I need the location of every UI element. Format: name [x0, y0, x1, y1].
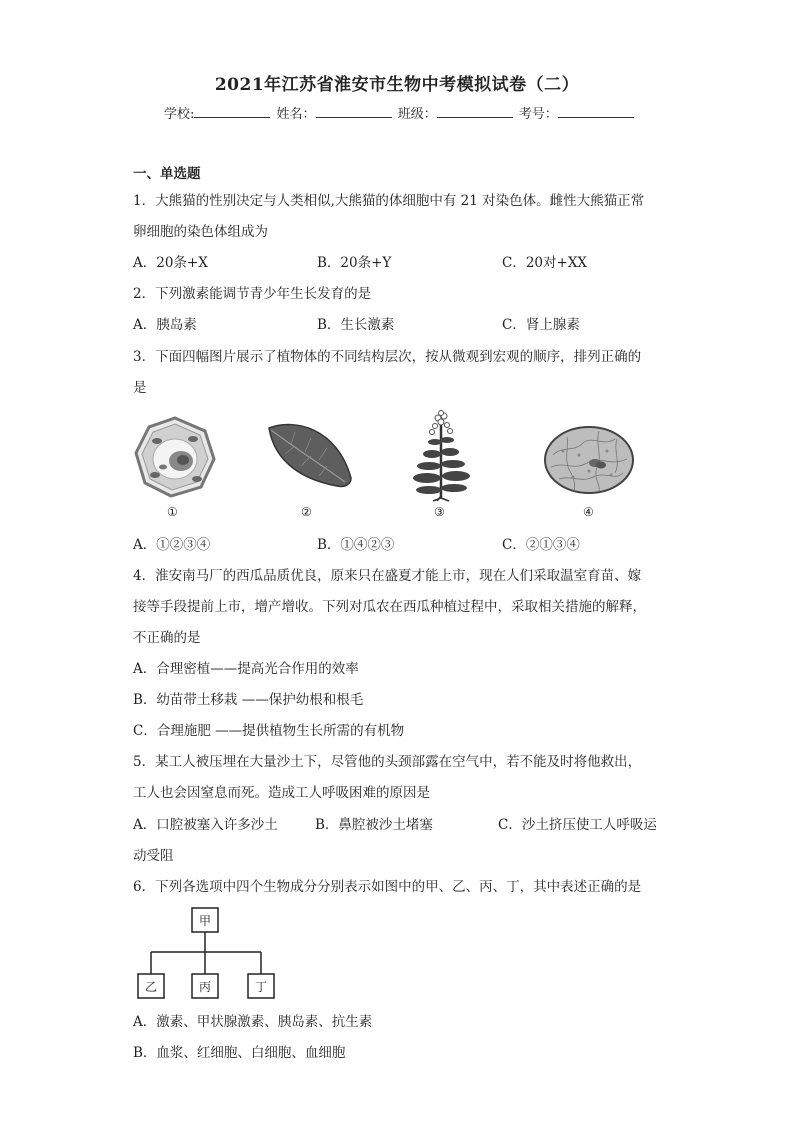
q4-stem-line2: 接等手段提前上市，增产增收。下列对瓜农在西瓜种植过程中，采取相关措施的解释， [133, 599, 646, 615]
leaf-image [265, 420, 355, 495]
box-bing: 丙 [198, 980, 212, 994]
section-heading: 一、单选题 [133, 166, 201, 182]
q3-option-a: A．①②③④ [133, 537, 211, 553]
q6-option-a: A．激素、甲状腺激素、胰岛素、抗生素 [133, 1014, 373, 1030]
q4-option-a: A．合理密植——提高光合作用的效率 [133, 661, 359, 677]
q6-option-b: B．血浆、红细胞、白细胞、血细胞 [133, 1045, 346, 1061]
class-blank[interactable] [437, 105, 513, 118]
q2-stem: 2．下列激素能调节青少年生长发育的是 [133, 286, 372, 302]
figure-label-1: ① [167, 505, 178, 519]
q6-stem: 6．下列各选项中四个生物成分分别表示如图中的甲、乙、丙、丁，其中表述正确的是 [133, 879, 642, 895]
number-label: 考号： [518, 107, 558, 122]
q5-option-c-continued: 动受阻 [133, 848, 174, 864]
q5-option-b: B．鼻腔被沙土堵塞 [315, 817, 433, 833]
box-jia: 甲 [198, 914, 212, 928]
info-fields [164, 103, 636, 122]
school-label: 学校: [164, 107, 195, 122]
q5-option-a: A．口腔被塞入许多沙土 [133, 817, 278, 833]
q2-option-a: A．胰岛素 [133, 317, 197, 333]
q1-option-c: C．20对+XX [502, 255, 588, 271]
q5-stem-line2: 工人也会因窒息而死。造成工人呼吸困难的原因是 [133, 785, 430, 801]
q1-option-b: B．20条+Y [317, 255, 392, 271]
q4-option-b: B．幼苗带土移栽 ——保护幼根和根毛 [133, 692, 364, 708]
q4-stem-line1: 4．淮安南马厂的西瓜品质优良，原来只在盛夏才能上市，现在人们采取温室育苗、嫁 [133, 568, 642, 584]
q3-option-c: C．②①③④ [502, 537, 580, 553]
whole-plant-image [405, 410, 477, 502]
figure-label-2: ② [301, 505, 312, 519]
page-title: 2021年江苏省淮安市生物中考模拟试卷（二） [214, 75, 580, 95]
q4-option-c: C．合理施肥 ——提供植物生长所需的有机物 [133, 723, 405, 739]
q2-option-b: B．生长激素 [317, 317, 395, 333]
q1-stem-line2: 卵细胞的染色体组成为 [133, 224, 268, 240]
plant-cell-image [133, 415, 217, 499]
q1-stem-line1: 1．大熊猫的性别决定与人类相似,大熊猫的体细胞中有 21 对染色体。雌性大熊猫正常 [133, 193, 645, 209]
figure-label-3: ③ [434, 505, 445, 519]
tissue-image [543, 425, 635, 495]
q5-stem-line1: 5．某工人被压埋在大量沙土下，尽管他的头颈部露在空气中，若不能及时将他救出， [133, 754, 642, 770]
box-yi: 乙 [144, 980, 158, 994]
school-blank[interactable] [194, 105, 270, 118]
name-blank[interactable] [316, 105, 392, 118]
q1-option-a: A．20条+X [133, 255, 208, 271]
class-label: 班级： [397, 107, 437, 122]
box-ding: 丁 [254, 980, 268, 994]
q4-stem-line3: 不正确的是 [133, 630, 201, 646]
name-label: 姓名： [276, 107, 316, 122]
hierarchy-diagram [130, 906, 280, 1002]
q2-option-c: C．肾上腺素 [502, 317, 580, 333]
figure-label-4: ④ [583, 505, 594, 519]
q3-stem-line2: 是 [133, 380, 147, 396]
number-blank[interactable] [558, 105, 634, 118]
q3-option-b: B．①④②③ [317, 537, 395, 553]
q3-stem-line1: 3．下面四幅图片展示了植物体的不同结构层次，按从微观到宏观的顺序，排列正确的 [133, 349, 642, 365]
q5-option-c: C．沙土挤压使工人呼吸运 [498, 817, 657, 833]
